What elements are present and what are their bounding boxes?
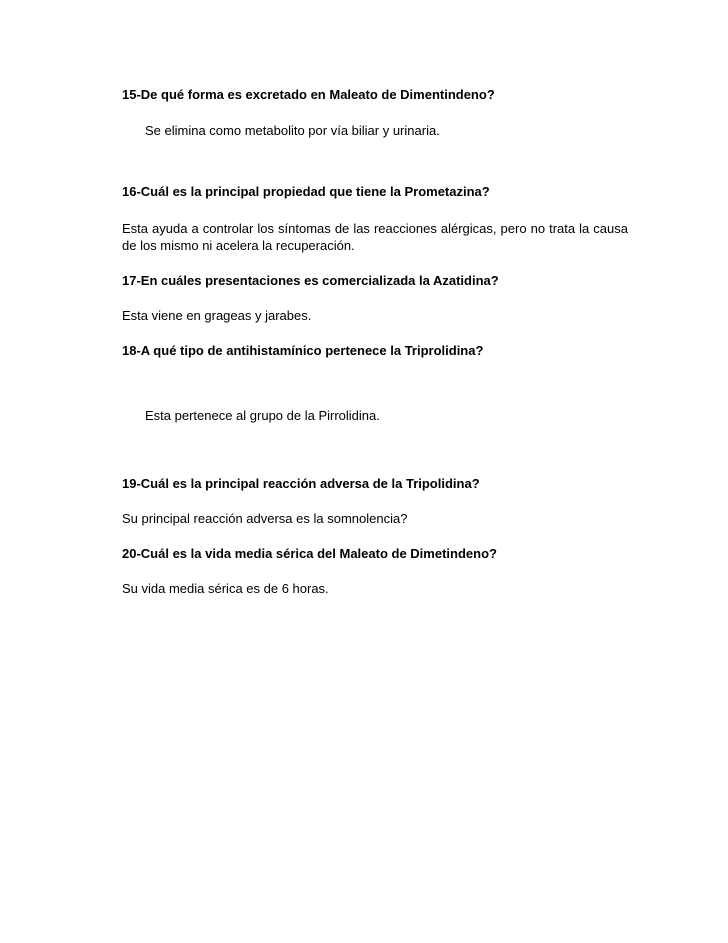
answer-16: Esta ayuda a controlar los síntomas de las reacciones alérgicas, pero no trata la causa de los mismo ni acelera la recuperación.: [122, 221, 628, 253]
question-20: 20-Cuál es la vida media sérica del Maleato de Dimetindeno?: [122, 546, 497, 561]
question-15: 15-De qué forma es excretado en Maleato de Dimentindeno?: [122, 87, 495, 102]
answer-17: Esta viene en grageas y jarabes.: [122, 308, 312, 323]
question-18: 18-A qué tipo de antihistamínico pertenece la Triprolidina?: [122, 343, 484, 358]
answer-15: Se elimina como metabolito por vía biliar y urinaria.: [145, 123, 440, 138]
question-19: 19-Cuál es la principal reacción adversa de la Tripolidina?: [122, 476, 480, 491]
answer-18: Esta pertenece al grupo de la Pirrolidina.: [145, 408, 380, 423]
question-17: 17-En cuáles presentaciones es comercializada la Azatidina?: [122, 273, 499, 288]
answer-20: Su vida media sérica es de 6 horas.: [122, 581, 329, 596]
answer-19: Su principal reacción adversa es la somnolencia?: [122, 511, 408, 526]
question-16: 16-Cuál es la principal propiedad que tiene la Prometazina?: [122, 184, 490, 199]
